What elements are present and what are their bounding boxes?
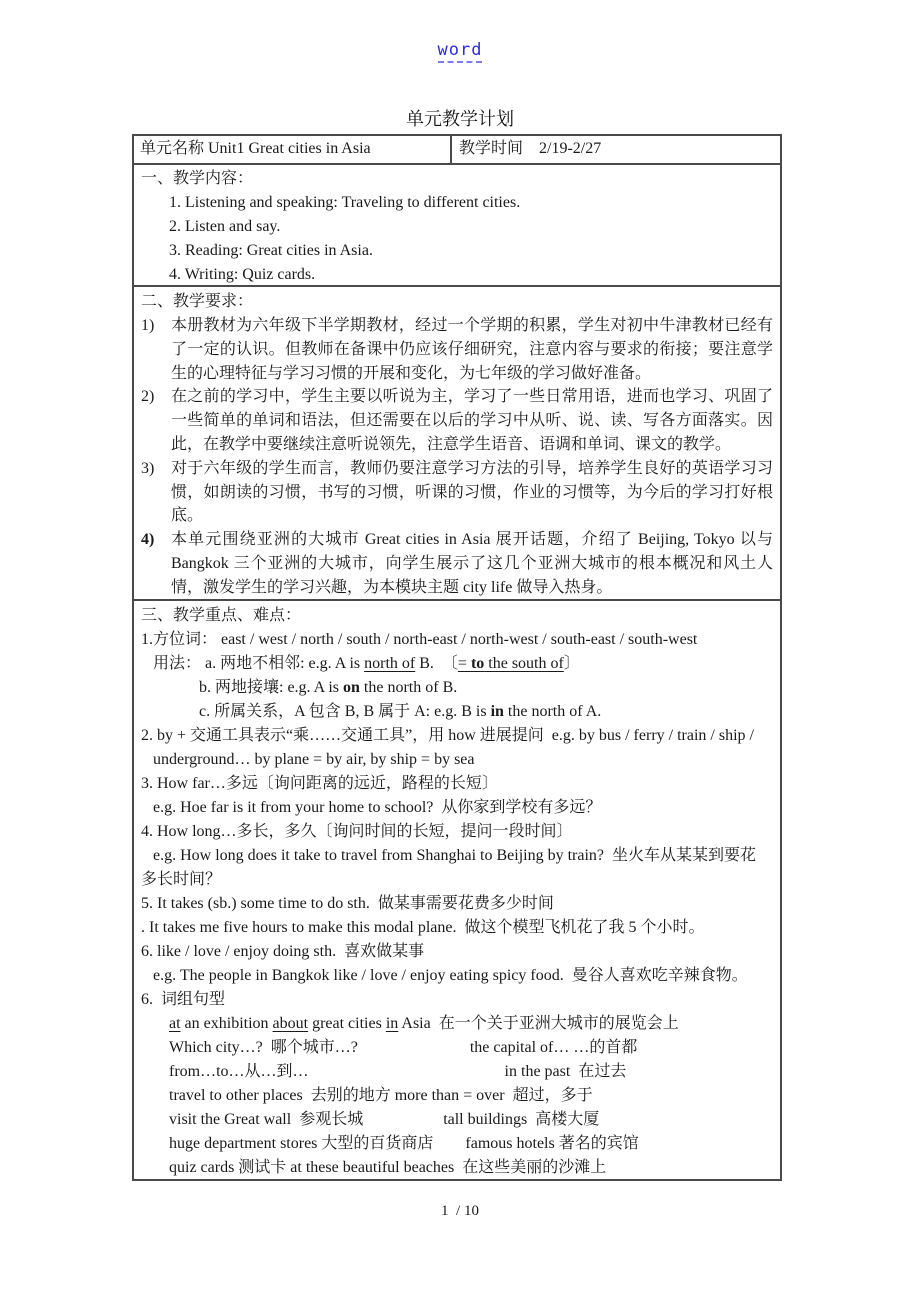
key-point-line: b. 两地接壤: e.g. A is on the north of B. (199, 679, 458, 696)
key-point-line: Which city…? 哪个城市…? the capital of… …的首都 (169, 1039, 638, 1056)
content-list-item: 2. Listen and say. (169, 218, 281, 235)
section2-heading: 二、教学要求： (141, 293, 254, 310)
item-text: 在之前的学习中，学生主要以听说为主，学习了一些日常用语，进而也学习、巩固了一些简单的单词和语法，但还需要在以后的学习中从听、说、读、写各方面落实。因此，在教学中要继续注意听说领先，注意学生语音、语调和单词、课文的教学。 (171, 388, 773, 453)
requirement-item (141, 528, 773, 599)
key-point-line: 2. by + 交通工具表示“乘……交通工具”，用 how 进展提问 e.g. by bus / ferry / train / ship / (141, 727, 754, 744)
key-point-line: 5. It takes (sb.) some time to do sth. 做某事需要花费多少时间 (141, 895, 554, 912)
section-key-points (134, 599, 780, 1179)
key-point-line: travel to other places 去别的地方 more than = over 超过，多于 (169, 1087, 593, 1104)
item-number: 1) (141, 317, 155, 334)
key-point-line: from…to…从…到… in the past 在过去 (169, 1063, 627, 1080)
content-list-item: 3. Reading: Great cities in Asia. (169, 242, 373, 259)
key-point-line: 6. 词组句型 (141, 991, 226, 1008)
key-point-line: visit the Great wall 参观长城 tall buildings 高楼大厦 (169, 1111, 600, 1128)
table-header-row (134, 136, 780, 163)
key-point-line: e.g. Hoe far is it from your home to school? 从你家到学校有多远？ (153, 799, 602, 816)
unit-name-cell: 单元名称 Unit1 Great cities in Asia (134, 136, 452, 163)
section-teaching-content (134, 163, 780, 285)
section1-heading: 一、教学内容： (141, 170, 254, 187)
key-point-line: c. 所属关系，A 包含 B, B 属于 A: e.g. B is in the north of A. (199, 703, 602, 720)
item-number: 2) (141, 388, 155, 406)
section2-items (141, 314, 773, 600)
header-area (0, 40, 920, 63)
section3-heading: 三、教学重点、难点： (141, 607, 302, 624)
key-point-line: e.g. The people in Bangkok like / love / enjoy eating spicy food. 曼谷人喜欢吃辛辣食物。 (153, 967, 748, 984)
requirement-item (141, 457, 773, 528)
key-point-line: at an exhibition about great cities in Asia 在一个关于亚洲大城市的展览会上 (169, 1015, 679, 1032)
item-number: 3) (141, 459, 155, 477)
key-point-line: e.g. How long does it take to travel from Shanghai to Beijing by train? 坐火车从某某到要花 (153, 847, 757, 864)
key-point-line: quiz cards 测试卡 at these beautiful beaches 在这些美丽的沙滩上 (169, 1159, 607, 1176)
key-point-line: 用法： a. 两地不相邻: e.g. A is north of B. 〔= to the south of〕 (153, 655, 580, 672)
content-list-item: 1. Listening and speaking: Traveling to different cities. (169, 194, 521, 211)
requirement-item (141, 385, 773, 456)
key-point-line: 6. like / love / enjoy doing sth. 喜欢做某事 (141, 943, 425, 960)
page-title: 单元教学计划 (406, 109, 514, 129)
teaching-plan-table (132, 134, 782, 1181)
section1-items (141, 191, 773, 287)
page-number: 1 / 10 (441, 1203, 479, 1219)
item-number: 4) (141, 531, 155, 549)
teaching-time-cell: 教学时间 2/19-2/27 (459, 140, 602, 157)
key-point-line: underground… by plane = by air, by ship = by sea (153, 751, 475, 768)
content-list-item: 4. Writing: Quiz cards. (169, 266, 316, 283)
key-point-line: 3. How far…多远〔询问距离的远近，路程的长短〕 (141, 775, 498, 792)
section3-lines (141, 628, 773, 1180)
key-point-line: 多长时间？ (141, 871, 222, 888)
key-point-line: 4. How long…多长，多久〔询问时间的长短，提问一段时间〕 (141, 823, 573, 840)
word-link[interactable]: word (438, 40, 483, 63)
section-teaching-requirements (134, 285, 780, 599)
item-text: 对于六年级的学生而言，教师仍要注意学习方法的引导，培养学生良好的英语学习习惯，如朗读的习惯，书写的习惯，听课的习惯，作业的习惯等，为今后的学习打好根底。 (171, 459, 773, 525)
item-text: 本册教材为六年级下半学期教材，经过一个学期的积累，学生对初中牛津教材已经有了一定的认识。但教师在备课中仍应该仔细研究，注意内容与要求的衔接；要注意学生的心理特征与学习习惯的开展和变化，为七年级的学习做好准备。 (171, 317, 773, 382)
requirement-item (141, 314, 773, 385)
key-point-line: . It takes me five hours to make this modal plane. 做这个模型飞机花了我 5 个小时。 (141, 919, 705, 936)
item-text: 本单元围绕亚洲的大城市 Great cities in Asia 展开话题，介绍了 Beijing, Tokyo 以与 Bangkok 三个亚洲的大城市，向学生展示了这几个亚洲大城市的根本概况和风土人情，激发学生的学习兴趣，为本模块主题 city life 做导入热身。 (171, 531, 773, 596)
key-point-line: 1.方位词： east / west / north / south / north-east / north-west / south-east / south-west (141, 631, 698, 648)
key-point-line: huge department stores 大型的百货商店 famous hotels 著名的宾馆 (169, 1135, 639, 1152)
